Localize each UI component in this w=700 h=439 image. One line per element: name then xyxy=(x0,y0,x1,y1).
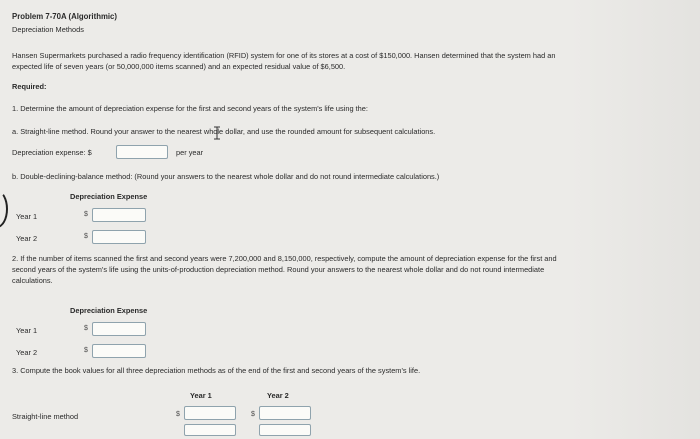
book-value-row2-year2-input[interactable] xyxy=(259,424,311,436)
ddb-year1-input[interactable] xyxy=(92,208,146,222)
page-edge-arc xyxy=(0,190,8,228)
problem-subtitle: Depreciation Methods xyxy=(12,25,84,34)
text-cursor-icon xyxy=(212,126,222,140)
currency-symbol: $ xyxy=(251,411,255,418)
currency-symbol: $ xyxy=(84,211,88,218)
uop-year1-label: Year 1 xyxy=(16,326,38,335)
part2-instruction-3: calculations. xyxy=(12,276,53,285)
part3-instruction: 3. Compute the book values for all three depreciation methods as of the end of the first and second years of the system's life. xyxy=(12,366,421,375)
straight-line-row-label: Straight-line method xyxy=(12,412,79,421)
ddb-year2-input[interactable] xyxy=(92,230,146,244)
straight-line-expense-input[interactable] xyxy=(116,145,168,159)
currency-symbol: $ xyxy=(84,347,88,354)
depreciation-expense-label: Depreciation expense: $ xyxy=(12,148,92,157)
currency-symbol: $ xyxy=(84,325,88,332)
part2-instruction-2: second years of the system's life using the units-of-production depreciation method. Round your answers to the nearest whole dollar and do not round intermediate xyxy=(12,265,545,274)
problem-title: Problem 7-70A (Algorithmic) xyxy=(12,12,117,21)
part1a-instruction: a. Straight-line method. Round your answer to the nearest whole dollar, and use the rounded amount for subsequent calculations. xyxy=(12,127,436,136)
currency-symbol: $ xyxy=(176,411,180,418)
uop-year2-input[interactable] xyxy=(92,344,146,358)
ddb-table-header: Depreciation Expense xyxy=(70,192,148,201)
currency-symbol: $ xyxy=(84,233,88,240)
required-label: Required: xyxy=(12,82,47,91)
ddb-year2-label: Year 2 xyxy=(16,234,38,243)
book-value-row2-year1-input[interactable] xyxy=(184,424,236,436)
book-value-sl-year2-input[interactable] xyxy=(259,406,311,420)
year2-column-header: Year 2 xyxy=(267,391,289,400)
year1-column-header: Year 1 xyxy=(190,391,212,400)
part1b-instruction: b. Double-declining-balance method: (Round your answers to the nearest whole dollar and do not round intermediate calculations.) xyxy=(12,172,440,181)
uop-table-header: Depreciation Expense xyxy=(70,306,148,315)
uop-year2-label: Year 2 xyxy=(16,348,38,357)
part1-instruction: 1. Determine the amount of depreciation expense for the first and second years of the system's life using the: xyxy=(12,104,368,113)
uop-year1-input[interactable] xyxy=(92,322,146,336)
lighting-shade xyxy=(570,0,700,439)
problem-description-1: Hansen Supermarkets purchased a radio frequency identification (RFID) system for one of its stores at a cost of $150,000. Hansen determined that the system had an xyxy=(12,51,556,60)
part2-instruction-1: 2. If the number of items scanned the first and second years were 7,200,000 and 8,150,000, respectively, compute the amount of depreciation expense for the first and xyxy=(12,254,557,263)
per-year-label: per year xyxy=(176,148,204,157)
problem-description-2: expected life of seven years (or 50,000,000 items scanned) and an expected residual value of $6,500. xyxy=(12,62,346,71)
book-value-sl-year1-input[interactable] xyxy=(184,406,236,420)
ddb-year1-label: Year 1 xyxy=(16,212,38,221)
